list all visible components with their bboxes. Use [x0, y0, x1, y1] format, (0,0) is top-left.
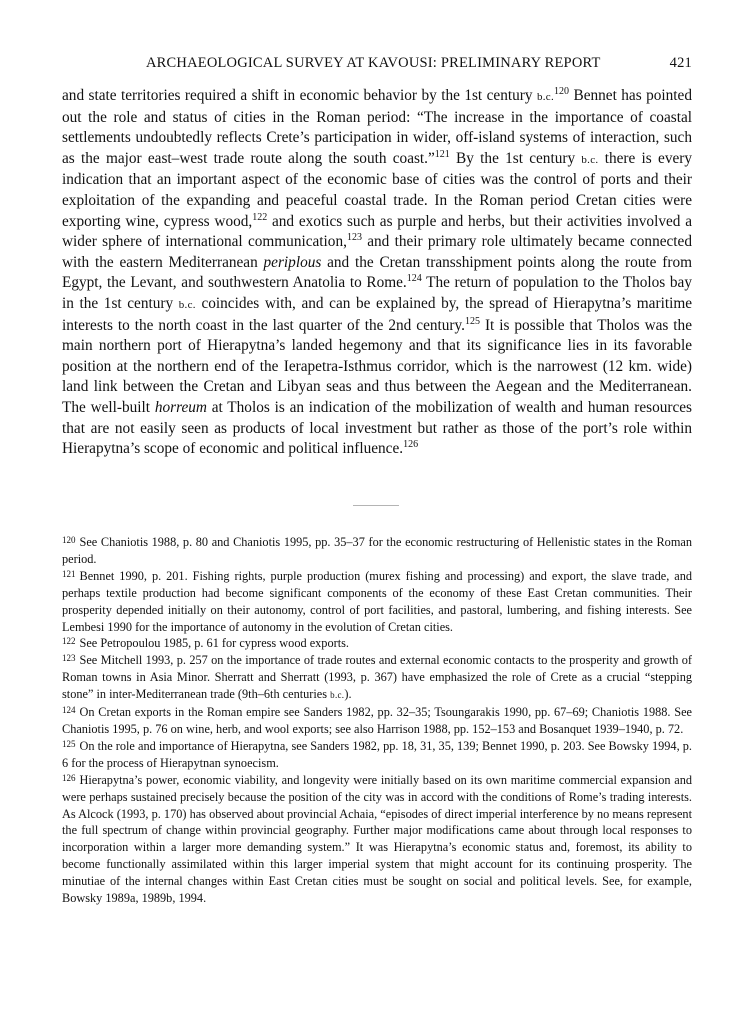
bc-abbrev: b.c. [178, 298, 196, 311]
page-number: 421 [669, 55, 692, 71]
footnote-ref-123[interactable]: 123 [346, 232, 362, 244]
periplous-term: periplous [263, 253, 322, 271]
footnote-122: $^{122}$ See Petropoulou 1985, p. 61 for cypress wood exports. [62, 636, 349, 651]
bc-abbrev: b.c. [536, 91, 555, 103]
footnote-123: $^{123}$ See Mitchell 1993, p. 257 on the importance of trade routes and external economic contacts to the prosperity and growth of Roman towns in Asia Minor. Sherratt and Sherratt (1993, p. 367) have emphasized the role of Crete as a crucial “stepping stone” in inter-Mediterranean trade (9th–6th centuries b.c.). [62, 653, 692, 702]
footnote-124: $^{124}$ On Cretan exports in the Roman empire see Sanders 1982, pp. 32–35; Tsoungarakis 1990, pp. 67–69; Chaniotis 1988. See Chaniotis 1995, p. 76 on wine, herb, and wool exports; see also Harrison 1988, pp. 152–153 and Bosanquet 1939–1940, p. 72. [62, 705, 692, 736]
running-head: ARCHAEOLOGICAL SURVEY AT KAVOUSI: PRELIMINARY REPORT [146, 55, 601, 71]
page-header [62, 55, 692, 77]
horreum-term: horreum [154, 398, 207, 416]
footnote-ref-120[interactable]: 120 [554, 86, 570, 97]
footnote-ref-122[interactable]: 122 [252, 211, 268, 223]
footnote-120: $^{120}$ See Chaniotis 1988, p. 80 and Chaniotis 1995, pp. 35–37 for the economic restructuring of Hellenistic states in the Roman period. [62, 535, 692, 566]
footnote-ref-121[interactable]: 121 [434, 148, 450, 160]
footnote-126: $^{126}$ Hierapytna’s power, economic viability, and longevity were initially based on its own maritime commercial expansion and were perhaps sustained precisely because the position of the city was in accord with the conditions of Rome’s trading interests. As Alcock (1993, p. 170) has observed about provincial Achaia, “episodes of direct imperial interference by no means represent the full spectrum of change within provincial geography. Further major modifications came about through local responses to incorporation within a larger more demanding system.” It was Hierapytna’s economic status and, foremost, its ability to become functionally assimilated within this larger imperial system that might account for its continuing prosperity. The minutiae of the internal changes within East Cretan cities must be sought on social and political levels. See, for example, Bowsky 1989a, 1989b, 1994. [62, 772, 692, 906]
footnote-125: $^{125}$ On the role and importance of Hierapytna, see Sanders 1982, pp. 18, 31, 35, 139; Bennet 1990, p. 203. See Bowsky 1994, p. 6 for the process of Hierapytnan synoecism. [62, 738, 692, 770]
bc-abbrev: b.c. [581, 153, 599, 166]
footnote-ref-126[interactable]: 126 [403, 439, 419, 451]
footnote-121: $^{121}$ Bennet 1990, p. 201. Fishing rights, purple production (murex fishing and processing) and export, the slave trade, and perhaps textile production had become significant components of the economy of these East Cretan communities. Their prosperity depended initially on their autonomy, control of port facilities, and pastoral, lumbering, and fishing interests. See Lembesi 1990 for the importance of autonomy in the evolution of Cretan cities. [62, 568, 692, 634]
main-paragraph: and state territories required a shift in economic behavior by the 1st century b.c.$^{120}$ Bennet has pointed out the role and status of cities in the Roman period: “The increase in the importance of coastal settlements undoubtedly reflects Crete’s participation in wider, off-island systems of interaction, such as the major east–west trade route along the south coast.”$^{121}$ By the 1st century b.c. there is every indication that an important aspect of the economic base of cities was the control of ports and their exploitation of the expanding and peaceful coastal trade. In the Roman period Cretan cities were exporting wine, cypress wood,$^{122}$ and exotics such as purple and herbs, but their activities involved a wider sphere of international communication,$^{123}$ and their primary role ultimately became connected with the eastern Mediterranean periplous and the Cretan transshipment points along the route from Egypt, the Levant, and southwestern Anatolia to Rome.$^{124}$ The return of population to the Tholos bay in the 1st century b.c. coincides with, and can be explained by, the spread of Hierapytna’s maritime interests to the north coast in the last quarter of the 2nd century.$^{125}$ It is possible that Tholos was the main northern port of Hierapytna’s landed hegemony and that its significance lies in its favorable position at the northern end of the Ierapetra-Isthmus corridor, which is the narrowest (12 km. wide) land link between the Cretan and Libyan seas and thus between the Aegean and the Mediterranean. The well-built horreum at Tholos is an indication of the mobilization of wealth and human resources that are not easily seen as products of local investment but rather as those of the port’s role within Hierapytna’s scope of economic and political influence.$^{126}$ [62, 86, 693, 458]
footnote-ref-125[interactable]: 125 [464, 315, 480, 327]
footnotes [62, 534, 692, 907]
footnote-ref-124[interactable]: 124 [406, 273, 422, 285]
footnote-divider [353, 505, 399, 506]
